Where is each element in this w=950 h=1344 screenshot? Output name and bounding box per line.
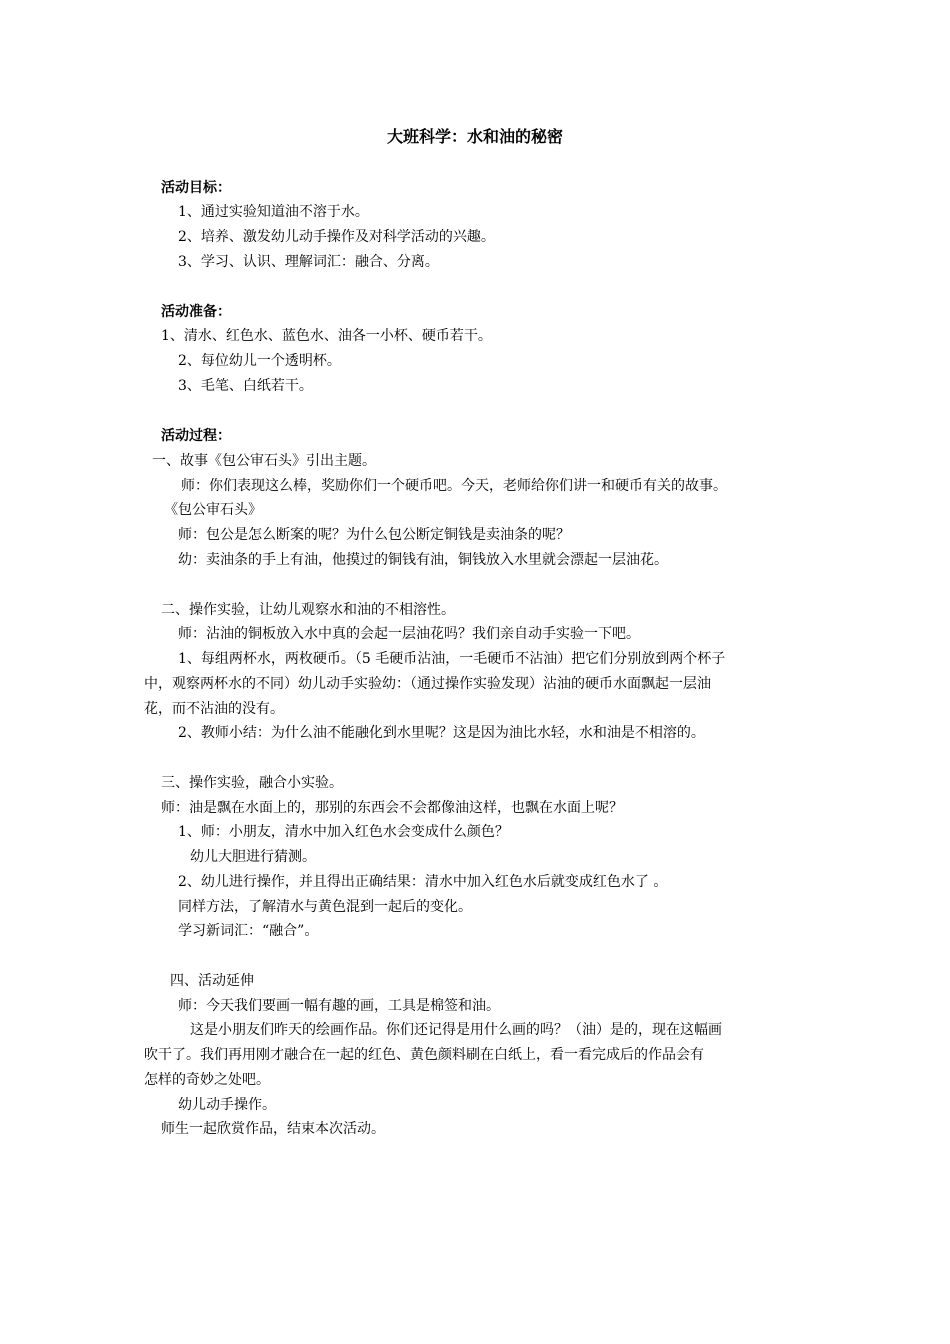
goals-item: 1、通过实验知道油不溶于水。 [178,204,369,220]
process-paragraph: 幼儿大胆进行猜测。 [190,849,316,865]
process-paragraph: 师：沾油的铜板放入水中真的会起一层油花吗？我们亲自动手实验一下吧。 [178,626,640,642]
process-paragraph: 中，观察两杯水的不同）幼儿动手实验幼：（通过操作实验发现）沾油的硬币水面飘起一层油 [144,676,711,692]
process-paragraph: 幼儿动手操作。 [178,1097,276,1113]
process-paragraph: 三、操作实验，融合小实验。 [161,775,343,791]
process-paragraph: 1、每组两杯水，两枚硬币。（5 毛硬币沾油，一毛硬币不沾油）把它们分别放到两个杯子 [178,651,726,667]
process-paragraph: 花，而不沾油的没有。 [144,701,284,717]
process-paragraph: 2、幼儿进行操作，并且得出正确结果：清水中加入红色水后就变成红色水了 。 [178,874,668,890]
process-heading: 活动过程： [161,428,231,444]
document-title: 大班科学：水和油的秘密 [386,127,563,146]
process-paragraph: 师：今天我们要画一幅有趣的画，工具是棉签和油。 [178,998,500,1014]
process-paragraph: 四、活动延伸 [170,973,254,989]
process-paragraph: 师：包公是怎么断案的呢？为什么包公断定铜钱是卖油条的呢？ [178,527,570,543]
process-paragraph: 《包公审石头》 [164,502,262,518]
process-paragraph: 1、师：小朋友，清水中加入红色水会变成什么颜色？ [178,824,509,840]
process-paragraph: 师：你们表现这么棒，奖励你们一个硬币吧。今天，老师给你们讲一和硬币有关的故事。 [181,478,727,494]
prep-item: 3、毛笔、白纸若干。 [178,378,313,394]
process-paragraph: 二、操作实验，让幼儿观察水和油的不相溶性。 [161,602,455,618]
prep-item: 1、清水、红色水、蓝色水、油各一小杯、硬币若干。 [161,328,492,344]
process-paragraph: 怎样的奇妙之处吧。 [144,1072,270,1088]
goals-item: 2、培养、激发幼儿动手操作及对科学活动的兴趣。 [178,229,495,245]
prep-heading: 活动准备： [161,304,231,320]
process-paragraph: 学习新词汇：“融合”。 [178,923,319,939]
process-paragraph: 幼：卖油条的手上有油，他摸过的铜钱有油，铜钱放入水里就会漂起一层油花。 [178,552,668,568]
process-paragraph: 师生一起欣赏作品，结束本次活动。 [161,1121,385,1137]
process-paragraph: 这是小朋友们昨天的绘画作品。你们还记得是用什么画的吗？（油）是的，现在这幅画 [190,1022,722,1038]
process-paragraph: 吹干了。我们再用刚才融合在一起的红色、黄色颜料刷在白纸上，看一看完成后的作品会有 [144,1047,704,1063]
process-paragraph: 2、教师小结：为什么油不能融化到水里呢？这是因为油比水轻，水和油是不相溶的。 [178,725,705,741]
goals-item: 3、学习、认识、理解词汇：融合、分离。 [178,254,439,270]
process-paragraph: 师：油是飘在水面上的，那别的东西会不会都像油这样，也飘在水面上呢？ [161,800,623,816]
process-paragraph: 一、故事《包公审石头》引出主题。 [152,453,376,469]
goals-heading: 活动目标： [161,180,231,196]
process-paragraph: 同样方法，了解清水与黄色混到一起后的变化。 [178,899,472,915]
prep-item: 2、每位幼儿一个透明杯。 [178,353,341,369]
